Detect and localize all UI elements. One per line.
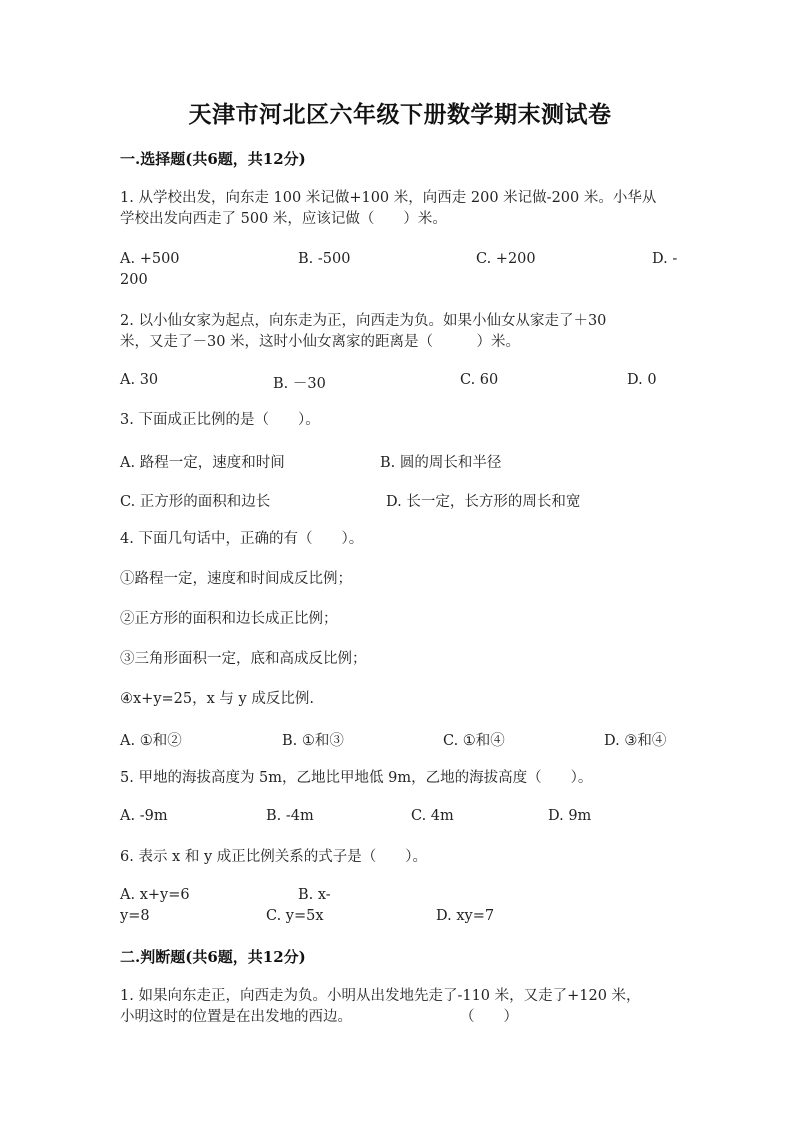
option-c: C. 正方形的面积和边长 (120, 494, 271, 510)
question-text: 1. 从学校出发，向东走 100 米记做+100 米，向西走 200 米记做-200 米。小华从 (120, 190, 657, 206)
question-text: 3. 下面成正比例的是（ ）。 (120, 412, 320, 428)
option-c: C. y=5x (266, 908, 324, 924)
option-d: D. 9m (548, 808, 592, 824)
option-b: B. 圆的周长和半径 (380, 455, 502, 471)
option-c: C. 60 (460, 372, 499, 388)
question-text: 5. 甲地的海拔高度为 5m，乙地比甲地低 9m，乙地的海拔高度（ ）。 (120, 770, 593, 786)
option-a: A. x+y=6 (120, 887, 190, 903)
option-a: A. 30 (120, 372, 159, 388)
question-text: 小明这时的位置是在出发地的西边。 (120, 1009, 352, 1025)
question-text: 米，又走了－30 米，这时小仙女离家的距离是（ ）米。 (120, 334, 521, 350)
section-heading-judgment: 二.判断题(共6题，共12分) (120, 948, 306, 966)
option-a: A. 路程一定，速度和时间 (120, 455, 285, 471)
page-title: 天津市河北区六年级下册数学期末测试卷 (188, 101, 612, 128)
question-text: 1. 如果向东走正，向西走为负。小明从出发地先走了-110 米，又走了+120 米， (120, 988, 641, 1004)
option-a: A. ①和② (120, 733, 182, 749)
option-b-continued: y=8 (120, 908, 150, 924)
option-c: C. +200 (476, 251, 536, 267)
option-d: D. - (652, 251, 678, 267)
option-b: B. x- (298, 887, 331, 903)
option-a: A. -9m (120, 808, 168, 824)
option-d: D. xy=7 (436, 908, 495, 924)
option-b: B. ①和③ (282, 733, 344, 749)
option-b: B. -4m (266, 808, 314, 824)
question-text: 4. 下面几句话中，正确的有（ ）。 (120, 531, 364, 547)
statement-3: ③三角形面积一定，底和高成反比例； (120, 651, 367, 667)
answer-blank: （ ） (460, 1009, 518, 1025)
question-text: 学校出发向西走了 500 米，应该记做（ ）米。 (120, 211, 447, 227)
option-b: B. －30 (273, 376, 326, 392)
section-heading-choice: 一.选择题(共6题，共12分) (120, 150, 306, 168)
option-d: D. ③和④ (604, 733, 667, 749)
option-b: B. -500 (298, 251, 351, 267)
statement-2: ②正方形的面积和边长成正比例； (120, 611, 338, 627)
statement-4: ④x+y=25，x 与 y 成反比例. (120, 691, 314, 707)
option-d-continued: 200 (120, 272, 148, 288)
option-a: A. +500 (120, 251, 180, 267)
option-d: D. 长一定，长方形的周长和宽 (386, 494, 581, 510)
question-text: 2. 以小仙女家为起点，向东走为正，向西走为负。如果小仙女从家走了＋30 (120, 313, 607, 329)
option-c: C. ①和④ (443, 733, 505, 749)
question-text: 6. 表示 x 和 y 成正比例关系的式子是（ ）。 (120, 849, 427, 865)
statement-1: ①路程一定，速度和时间成反比例； (120, 571, 352, 587)
option-d: D. 0 (627, 372, 657, 388)
option-c: C. 4m (411, 808, 454, 824)
